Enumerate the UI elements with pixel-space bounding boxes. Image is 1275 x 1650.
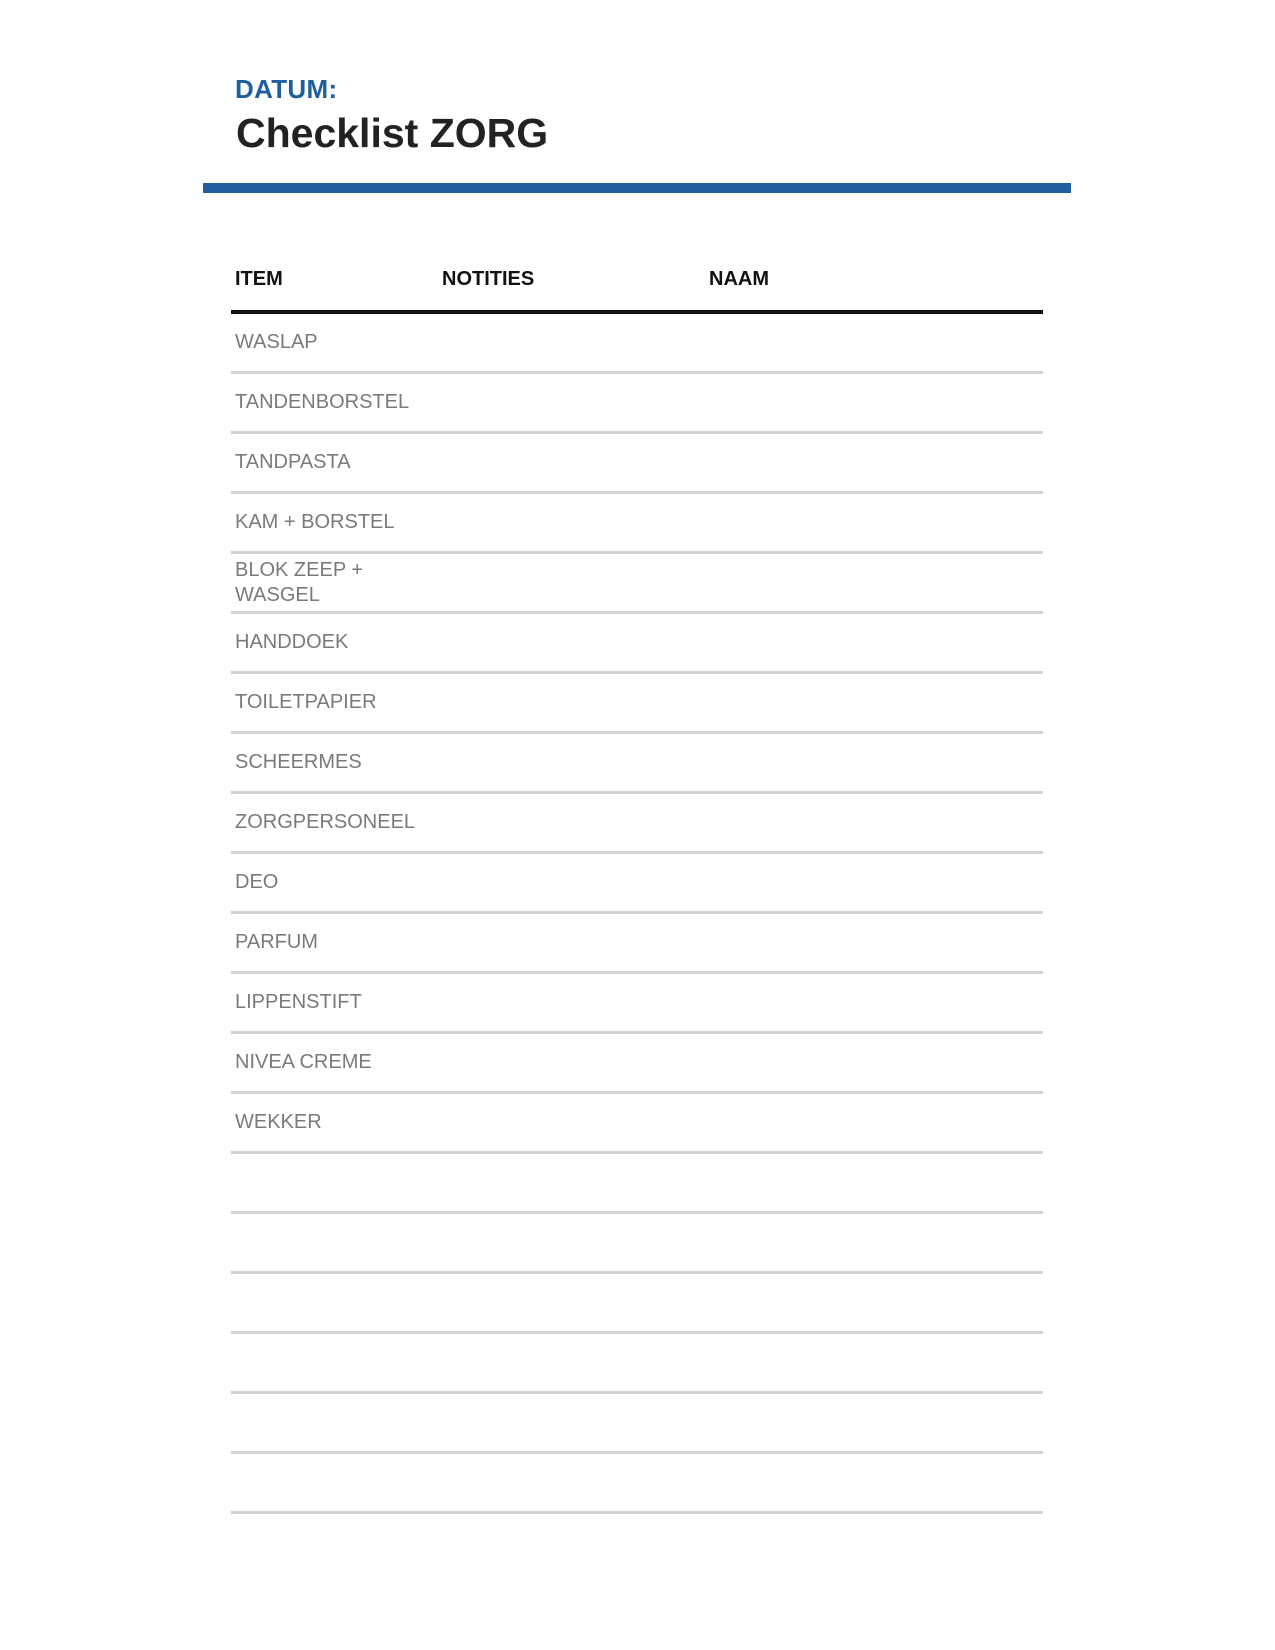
table-body: [231, 314, 1043, 1514]
date-label: DATUM:: [235, 74, 338, 104]
table-row: [231, 554, 1043, 614]
item-cell: WASLAP: [235, 331, 318, 353]
page-title: Checklist ZORG: [236, 110, 549, 156]
item-cell: ZORGPERSONEEL: [235, 811, 416, 833]
table-row: [231, 1394, 1043, 1454]
table-row: [231, 1454, 1043, 1514]
item-cell: [235, 1454, 435, 1511]
item-cell: KAM + BORSTEL: [235, 511, 395, 533]
table-row: [231, 974, 1043, 1034]
table-row: [231, 914, 1043, 974]
item-cell: BLOK ZEEP + WASGEL: [235, 558, 364, 606]
item-cell: NIVEA CREME: [235, 1051, 372, 1073]
table-row: [231, 1334, 1043, 1394]
table-row: [231, 1214, 1043, 1274]
item-cell: TANDENBORSTEL: [235, 391, 410, 413]
item-cell: PARFUM: [235, 931, 318, 953]
item-cell: [235, 1214, 435, 1271]
table-row: [231, 794, 1043, 854]
table-row: [231, 854, 1043, 914]
checklist-table: [231, 240, 1043, 1514]
table-row: [231, 374, 1043, 434]
item-cell: [235, 1274, 435, 1331]
item-cell: TOILETPAPIER: [235, 691, 377, 713]
item-cell: [235, 1154, 435, 1211]
table-row: [231, 1154, 1043, 1214]
table-row: [231, 734, 1043, 794]
header-divider: [203, 183, 1071, 193]
item-cell: DEO: [235, 871, 279, 893]
item-cell: TANDPASTA: [235, 451, 351, 473]
item-cell: LIPPENSTIFT: [235, 991, 362, 1013]
table-row: [231, 614, 1043, 674]
table-row: [231, 494, 1043, 554]
table-header: [231, 240, 1043, 314]
table-row: [231, 674, 1043, 734]
item-cell: [235, 1394, 435, 1451]
column-header-notities: NOTITIES: [442, 268, 535, 290]
table-row: [231, 434, 1043, 494]
item-cell: WEKKER: [235, 1111, 322, 1133]
table-row: [231, 1094, 1043, 1154]
table-row: [231, 1274, 1043, 1334]
table-row: [231, 314, 1043, 374]
item-cell: HANDDOEK: [235, 631, 349, 653]
item-cell: SCHEERMES: [235, 751, 362, 773]
table-row: [231, 1034, 1043, 1094]
item-cell: [235, 1334, 435, 1391]
column-header-item: ITEM: [235, 268, 283, 290]
column-header-naam: NAAM: [709, 268, 769, 290]
